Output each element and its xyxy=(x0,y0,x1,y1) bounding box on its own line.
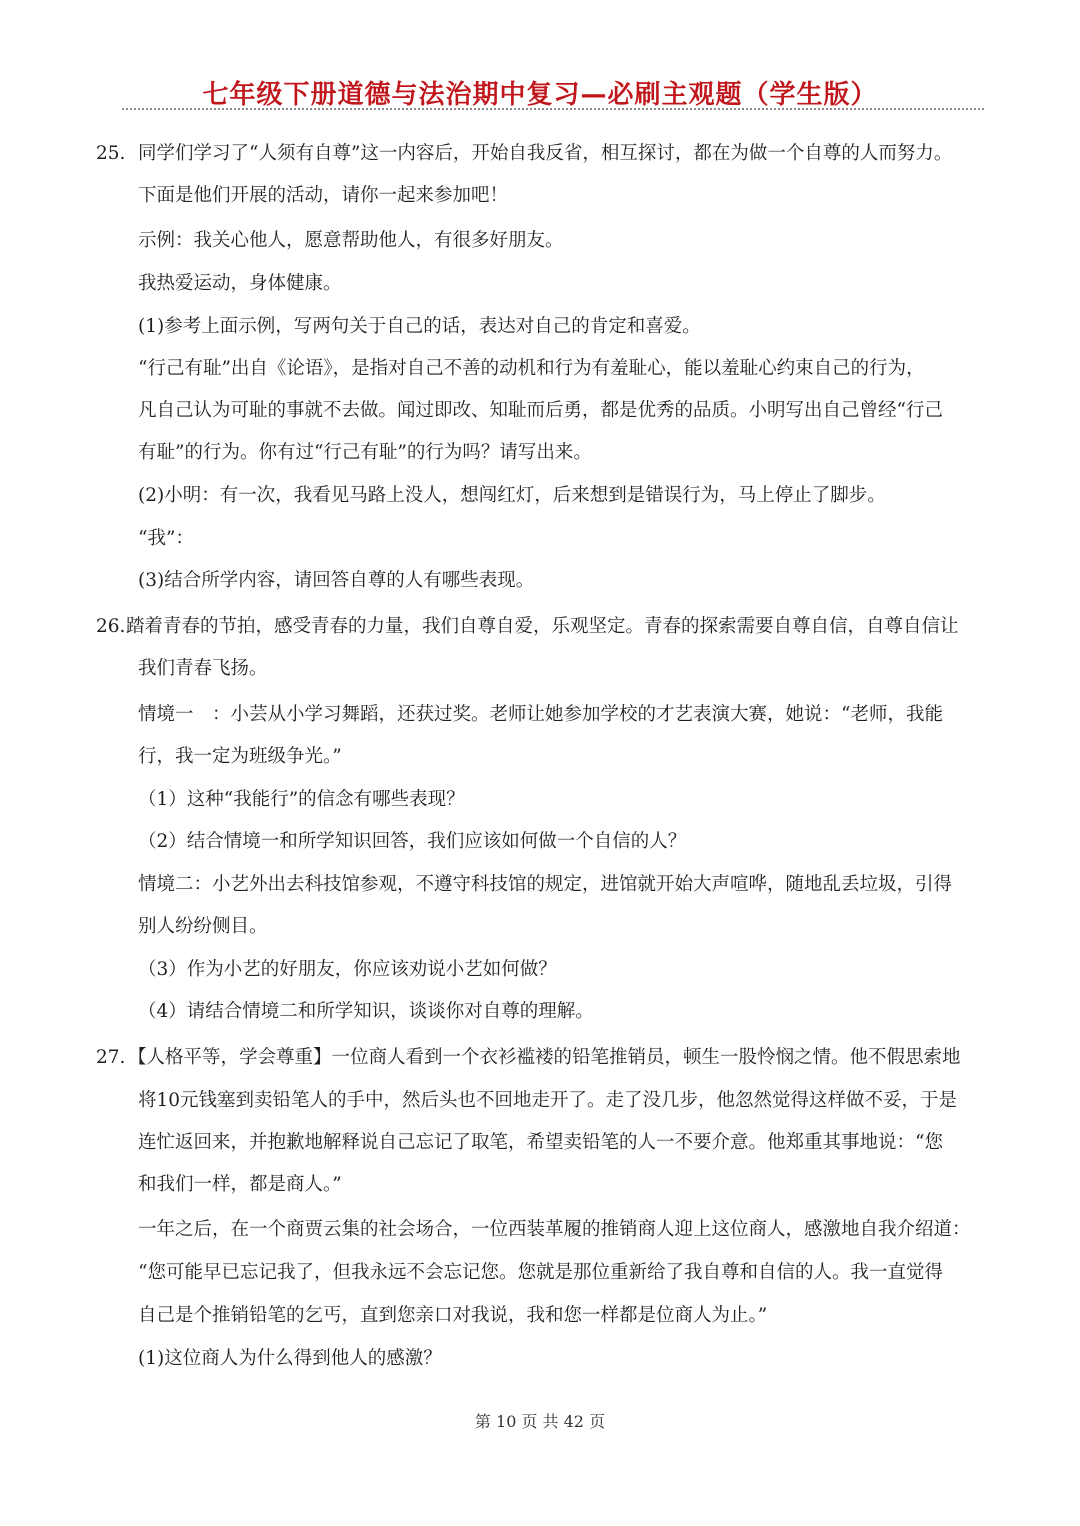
question-26-scenario-2: 别人纷纷侧目。 xyxy=(138,916,268,937)
question-27-number: 27. xyxy=(96,1047,126,1068)
question-26-subquestion-4: （4）请结合情境二和所学知识，谈谈你对自尊的理解。 xyxy=(138,1001,594,1022)
question-26-line: 我们青春飞扬。 xyxy=(138,658,268,679)
question-25-line: 凡自己认为可耻的事就不去做。闻过即改、知耻而后勇，都是优秀的品质。小明写出自己曾经“行己 xyxy=(138,400,943,421)
question-25-subquestion-3: (3)结合所学内容，请回答自尊的人有哪些表现。 xyxy=(138,570,535,591)
question-26-subquestion-2: （2）结合情境一和所学知识回答，我们应该如何做一个自信的人？ xyxy=(138,831,687,852)
question-25-line: “行己有耻”出自《论语》，是指对自己不善的动机和行为有羞耻心，能以羞耻心约束自己的行为， xyxy=(138,358,925,379)
question-25-line: 下面是他们开展的活动，请你一起来参加吧！ xyxy=(138,185,509,206)
question-26-subquestion-3: （3）作为小艺的好朋友，你应该劝说小艺如何做？ xyxy=(138,959,557,980)
question-27-line: 将10元钱塞到卖铅笔人的手中，然后头也不回地走开了。走了没几步，他忽然觉得这样做不妥，于是 xyxy=(138,1090,958,1111)
question-26-number: 26. xyxy=(96,616,126,637)
question-26-scenario-2: 情境二：小艺外出去科技馆参观，不遵守科技馆的规定，进馆就开始大声喧哗，随地乱丢垃圾，引得 xyxy=(138,874,953,895)
question-25-line: 同学们学习了“人须有自尊”这一内容后，开始自我反省，相互探讨，都在为做一个自尊的人而努力。 xyxy=(138,143,953,164)
question-26-subquestion-1: （1）这种“我能行”的信念有哪些表现？ xyxy=(138,789,465,810)
page-number: 第 10 页 共 42 页 xyxy=(474,1412,606,1431)
question-27-line: 【人格平等，学会尊重】一位商人看到一个衣衫褴褛的铅笔推销员，顿生一股怜悯之情。他不假思索地 xyxy=(128,1047,961,1068)
question-25-line: 有耻”的行为。你有过“行己有耻”的行为吗？请写出来。 xyxy=(138,442,592,463)
question-26-scenario-1: 情境一 ：小芸从小学习舞蹈，还获过奖。老师让她参加学校的才艺表演大赛，她说：“老师，我能 xyxy=(138,704,943,725)
question-25-example: 示例：我关心他人，愿意帮助他人，有很多好朋友。 xyxy=(138,230,564,251)
question-27-line: “您可能早已忘记我了，但我永远不会忘记您。您就是那位重新给了我自尊和自信的人。我一直觉得 xyxy=(138,1262,943,1283)
document-title: 七年级下册道德与法治期中复习—必刷主观题（学生版） xyxy=(202,80,878,110)
question-25-subquestion-2: (2)小明：有一次，我看见马路上没人，想闯红灯，后来想到是错误行为，马上停止了脚步。 xyxy=(138,485,886,506)
question-27-line: 连忙返回来，并抱歉地解释说自己忘记了取笔，希望卖铅笔的人一不要介意。他郑重其事地说：“您 xyxy=(138,1132,943,1153)
question-25-example: 我热爱运动，身体健康。 xyxy=(138,273,342,294)
question-27-line: 自己是个推销铅笔的乞丐，直到您亲口对我说，我和您一样都是位商人为止。” xyxy=(138,1305,768,1326)
question-27-subquestion-1: (1)这位商人为什么得到他人的感激？ xyxy=(138,1348,442,1369)
question-25-subquestion-1: (1)参考上面示例，写两句关于自己的话，表达对自己的肯定和喜爱。 xyxy=(138,316,701,337)
question-27-line: 一年之后，在一个商贾云集的社会场合，一位西装革履的推销商人迎上这位商人，感激地自我介绍道： xyxy=(138,1219,971,1240)
question-25-number: 25. xyxy=(96,143,126,164)
question-25-answer-prompt: “我”： xyxy=(138,528,194,549)
question-26-line: 踏着青春的节拍，感受青春的力量，我们自尊自爱，乐观坚定。青春的探索需要自尊自信，自尊自信让 xyxy=(126,616,959,637)
question-26-scenario-1: 行，我一定为班级争光。” xyxy=(138,746,342,767)
question-27-line: 和我们一样，都是商人。” xyxy=(138,1174,342,1195)
title-divider xyxy=(122,108,984,110)
